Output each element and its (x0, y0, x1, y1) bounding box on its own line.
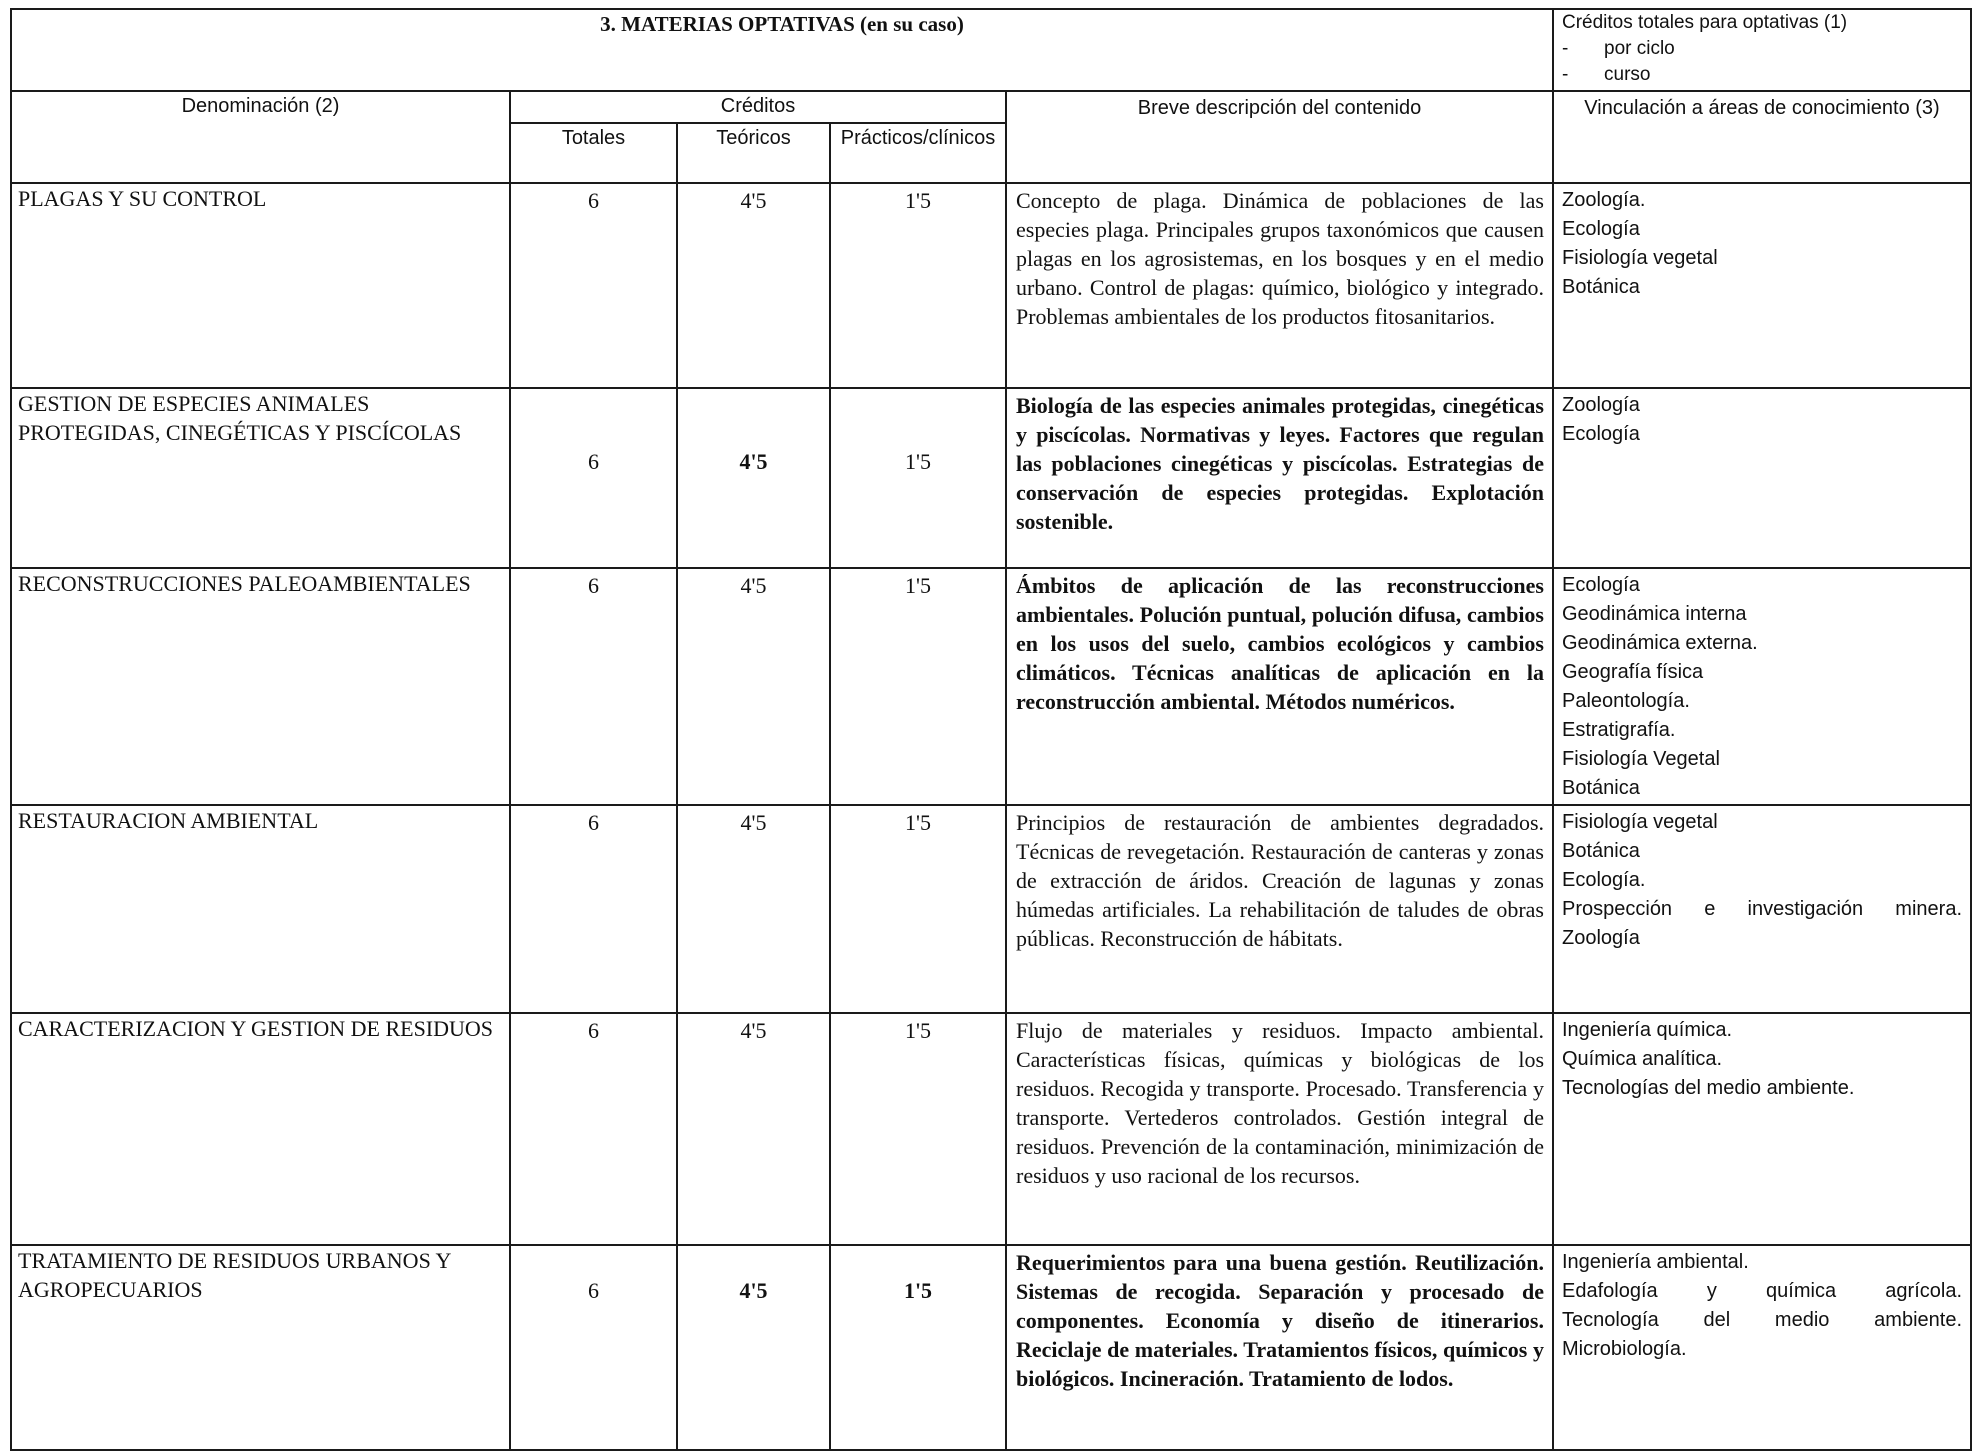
col-practicos: Prácticos/clínicos (830, 123, 1006, 183)
subject-description: Principios de restauración de ambientes degradados. Técnicas de revegetación. Restauración de canteras y zonas de extracción de áridos. Creación de lagunas y zonas húmedas artificiales. La rehabilitación de taludes de obras públicas. Reconstrucción de hábitats. (1006, 805, 1553, 1013)
optional-credits-cell (1553, 9, 1971, 91)
knowledge-areas (1553, 805, 1971, 1013)
area-item: Botánica (1562, 276, 1640, 298)
credits-theory: 4'5 (677, 805, 830, 1013)
knowledge-areas (1553, 183, 1971, 388)
subject-name: RECONSTRUCCIONES PALEOAMBIENTALES (11, 568, 510, 805)
credits-practice: 1'5 (830, 183, 1006, 388)
area-item: Ingeniería química. (1562, 1019, 1733, 1041)
area-item: Geodinámica externa. (1562, 632, 1758, 654)
col-teoricos: Teóricos (677, 123, 830, 183)
subject-description: Concepto de plaga. Dinámica de poblaciones de las especies plaga. Principales grupos taxonómicos que causen plagas en los agrosistemas, en los bosques y en el medio urbano. Control de plagas: químico, biológico y integrado. Problemas ambientales de los productos fitosanitarios. (1006, 183, 1553, 388)
area-item: Botánica (1562, 840, 1640, 862)
area-item: Zoología (1562, 927, 1640, 949)
area-item: Paleontología. (1562, 690, 1690, 712)
credits-total: 6 (510, 183, 677, 388)
area-item: Zoología (1562, 394, 1640, 416)
subject-name: CARACTERIZACION Y GESTION DE RESIDUOS (11, 1013, 510, 1245)
area-item: Botánica (1562, 777, 1640, 799)
subject-description: Requerimientos para una buena gestión. Reutilización. Sistemas de recogida. Separación y procesado de componentes. Economía y diseño de itinerarios. Reciclaje de materiales. Tratamientos físicos, químicos y biológicos. Incineración. Tratamiento de lodos. (1006, 1245, 1553, 1450)
table-row (11, 805, 1971, 1013)
area-item: Geodinámica interna (1562, 603, 1747, 625)
subject-description: Ámbitos de aplicación de las reconstrucciones ambientales. Polución puntual, polución difusa, cambios en los usos del suelo, cambios ecológicos y cambios climáticos. Técnicas analíticas de aplicación en la reconstrucción ambiental. Métodos numéricos. (1006, 568, 1553, 805)
credits-theory: 4'5 (677, 388, 830, 568)
credits-theory: 4'5 (677, 183, 830, 388)
area-item: Fisiología vegetal (1562, 247, 1718, 269)
area-item: Prospección e investigación minera. (1562, 898, 1962, 920)
area-item: Edafología y química agrícola. (1562, 1280, 1962, 1302)
area-item: Ecología (1562, 218, 1640, 240)
area-item: Microbiología. (1562, 1338, 1687, 1360)
credits-practice: 1'5 (830, 568, 1006, 805)
optional-subjects-table (10, 8, 1972, 1451)
subject-name: GESTION DE ESPECIES ANIMALES PROTEGIDAS, CINEGÉTICAS Y PISCÍCOLAS (11, 388, 510, 568)
area-item: Ecología. (1562, 869, 1646, 891)
col-creditos: Créditos (510, 91, 1006, 123)
section-title: 3. MATERIAS OPTATIVAS (en su caso) (11, 9, 1553, 91)
credits-theory: 4'5 (677, 1013, 830, 1245)
area-item: Fisiología vegetal (1562, 811, 1718, 833)
credits-total: 6 (510, 568, 677, 805)
credits-practice: 1'5 (830, 1245, 1006, 1450)
table-row (11, 388, 1971, 568)
col-denominacion: Denominación (2) (11, 91, 510, 183)
credits-total: 6 (510, 388, 677, 568)
credits-practice: 1'5 (830, 388, 1006, 568)
area-item: Ecología (1562, 423, 1640, 445)
area-item: Tecnología del medio ambiente. (1562, 1309, 1962, 1331)
table-row (11, 183, 1971, 388)
credits-total: 6 (510, 1245, 677, 1450)
area-item: Geografía física (1562, 661, 1704, 683)
optional-credits-item: - por ciclo (1562, 38, 1675, 59)
area-item: Tecnologías del medio ambiente. (1562, 1077, 1855, 1099)
credits-total: 6 (510, 805, 677, 1013)
col-totales: Totales (510, 123, 677, 183)
credits-total: 6 (510, 1013, 677, 1245)
table-row (11, 1013, 1971, 1245)
area-item: Química analítica. (1562, 1048, 1723, 1070)
credits-practice: 1'5 (830, 1013, 1006, 1245)
knowledge-areas (1553, 1245, 1971, 1450)
area-item: Ecología (1562, 574, 1640, 596)
table-row (11, 1245, 1971, 1450)
subject-name: RESTAURACION AMBIENTAL (11, 805, 510, 1013)
knowledge-areas (1553, 1013, 1971, 1245)
area-item: Zoología. (1562, 189, 1646, 211)
area-item: Fisiología Vegetal (1562, 748, 1720, 770)
table-row (11, 568, 1971, 805)
document-page (10, 8, 1970, 1448)
col-vinculacion: Vinculación a áreas de conocimiento (3) (1553, 91, 1971, 183)
subject-description: Biología de las especies animales protegidas, cinegéticas y piscícolas. Normativas y leyes. Factores que regulan las poblaciones cinegéticas y piscícolas. Estrategias de conservación de especies protegidas. Explotación sostenible. (1006, 388, 1553, 568)
header-row-1 (11, 91, 1971, 123)
optional-credits-item: - curso (1562, 64, 1651, 85)
subject-description: Flujo de materiales y residuos. Impacto ambiental. Características físicas, químicas y biológicas de los residuos. Recogida y transporte. Procesado. Transferencia y transporte. Vertederos controlados. Gestión integral de residuos. Prevención de la contaminación, minimización de residuos y uso racional de los recursos. (1006, 1013, 1553, 1245)
knowledge-areas (1553, 388, 1971, 568)
area-item: Estratigrafía. (1562, 719, 1676, 741)
subject-name: PLAGAS Y SU CONTROL (11, 183, 510, 388)
title-row (11, 9, 1971, 91)
credits-theory: 4'5 (677, 568, 830, 805)
credits-theory: 4'5 (677, 1245, 830, 1450)
area-item: Ingeniería ambiental. (1562, 1251, 1749, 1273)
knowledge-areas (1553, 568, 1971, 805)
credits-practice: 1'5 (830, 805, 1006, 1013)
optional-credits-title: Créditos totales para optativas (1) (1562, 12, 1848, 33)
subject-name: TRATAMIENTO DE RESIDUOS URBANOS Y AGROPECUARIOS (11, 1245, 510, 1450)
col-descripcion: Breve descripción del contenido (1006, 91, 1553, 183)
